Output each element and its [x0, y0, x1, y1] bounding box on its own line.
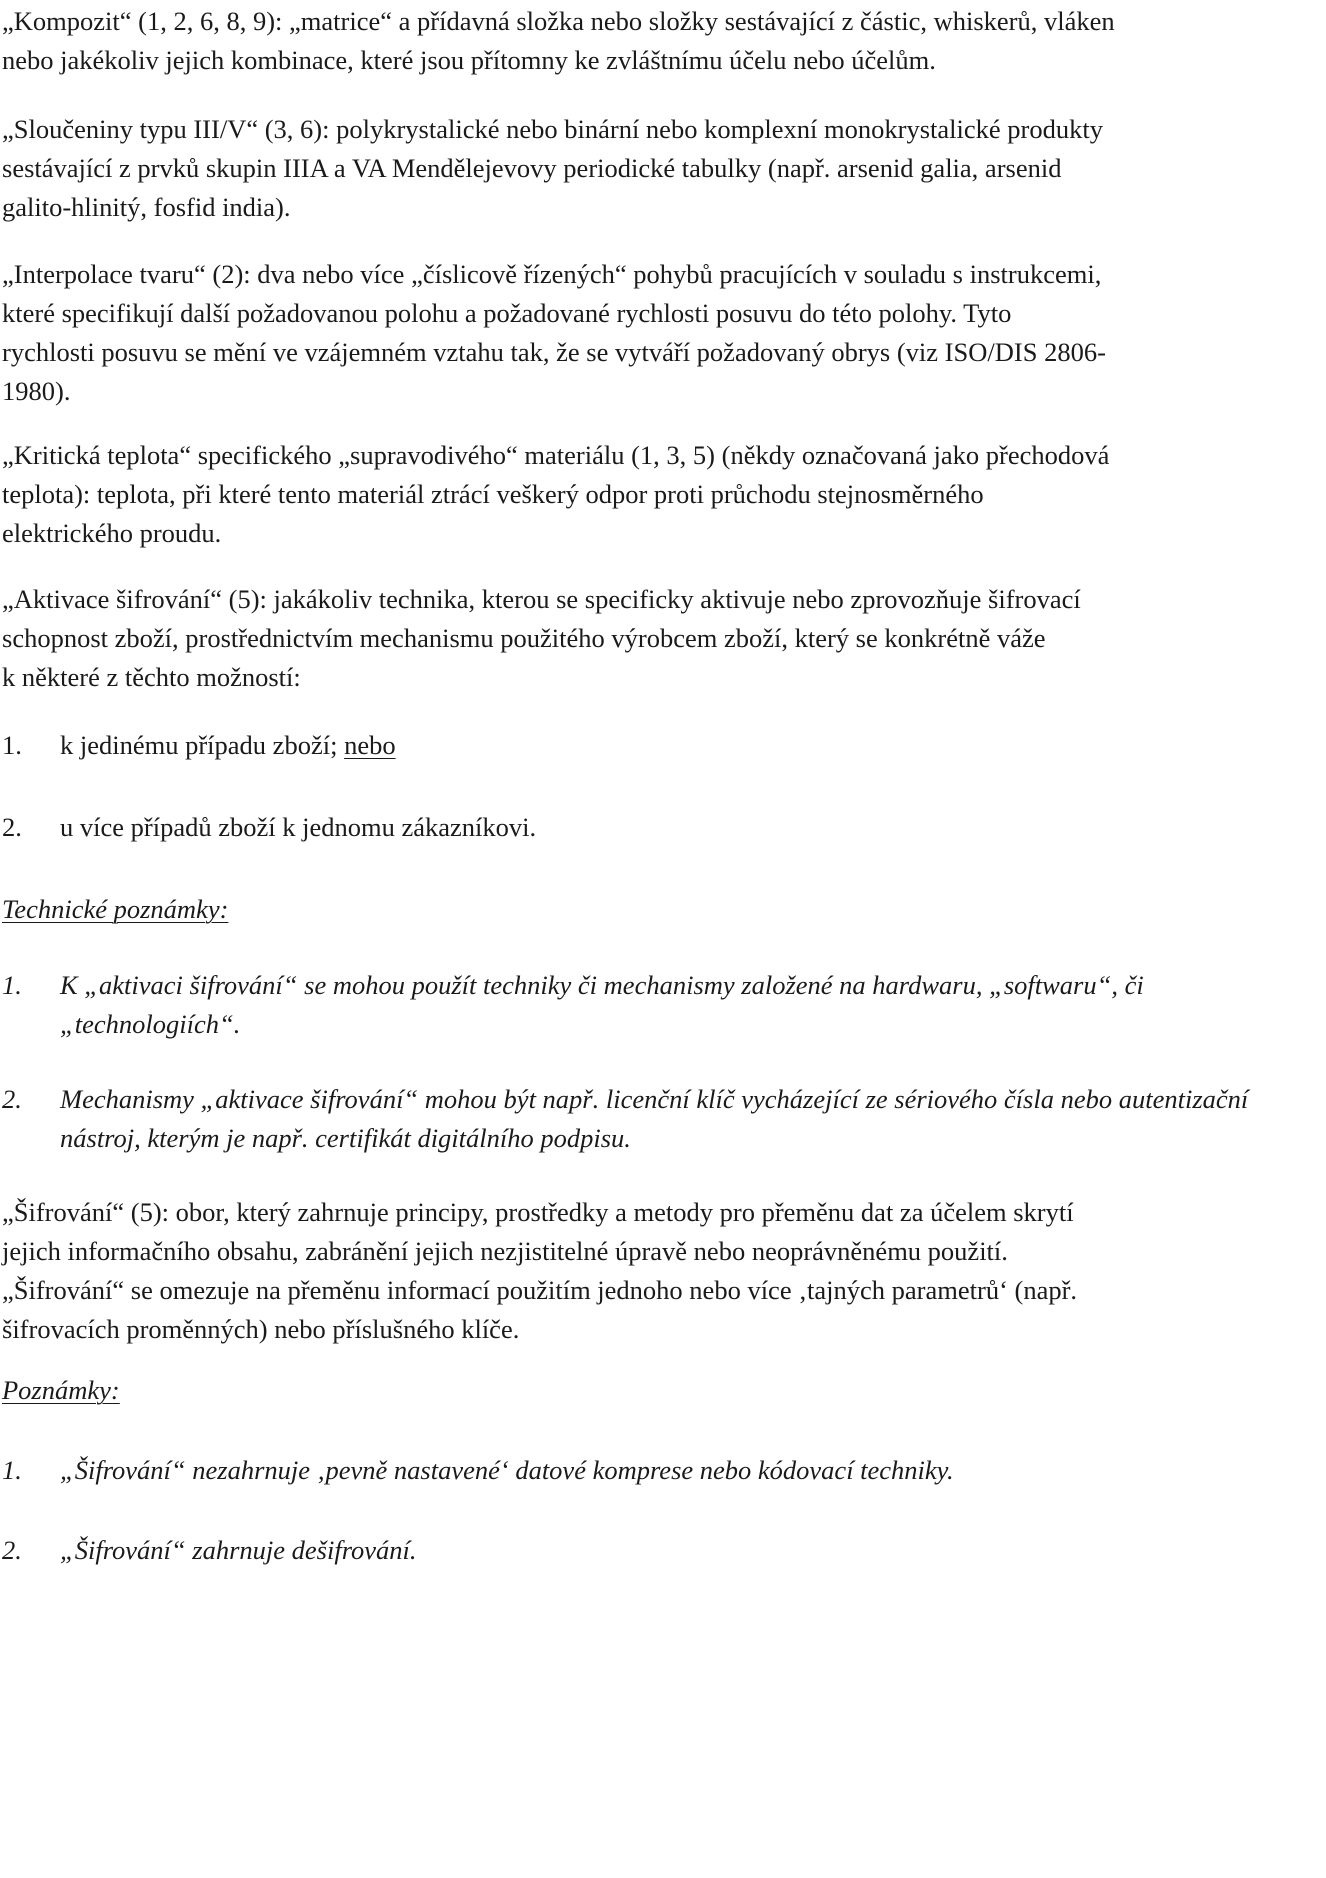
text-line: „Šifrování“ se omezuje na přeměnu informací použitím jednoho nebo více ‚tajných parametrů‘ (např.: [2, 1275, 1078, 1305]
list-text: k jedinému případu zboží;: [60, 730, 345, 760]
text-line: elektrického proudu.: [2, 518, 222, 548]
definition-kompozit: [2, 2, 1322, 80]
text-line: rychlosti posuvu se mění ve vzájemném vztahu tak, že se vytváří požadovaný obrys (viz ISO/DIS 2806-: [2, 337, 1106, 367]
heading-poznamky: Poznámky:: [2, 1375, 120, 1405]
note-line: [2, 1005, 1322, 1044]
text-line: 1980).: [2, 376, 71, 406]
text-line: „Sloučeniny typu III/V“ (3, 6): polykrystalické nebo binární nebo komplexní monokrystalické produkty: [2, 114, 1103, 144]
text-line: sestávající z prvků skupin IIIA a VA Mendělejevovy periodické tabulky (např. arsenid galia, arsenid: [2, 153, 1062, 183]
text-line: šifrovacích proměnných) nebo příslušného klíče.: [2, 1314, 520, 1344]
text-line: „Interpolace tvaru“ (2): dva nebo více „číslicově řízených“ pohybů pracujících v souladu s instrukcemi,: [2, 259, 1102, 289]
text-line: které specifikují další požadovanou polohu a požadované rychlosti posuvu do této polohy. Tyto: [2, 298, 1012, 328]
note-text: K „aktivaci šifrování“ se mohou použít techniky či mechanismy založené na hardwaru, „softwaru“, či: [60, 970, 1144, 1000]
note-number: 1.: [2, 970, 22, 1000]
definition-interpolace-tvaru: [2, 255, 1322, 411]
note-line: [2, 966, 1322, 1005]
definition-sifrovani: [2, 1193, 1322, 1349]
list-item: [2, 808, 1322, 847]
text-line: teplota): teplota, při které tento materiál ztrácí veškerý odpor proti průchodu stejnosměrného: [2, 479, 984, 509]
section-heading: [2, 890, 1322, 929]
list-text: u více případů zboží k jednomu zákazníkovi.: [60, 812, 537, 842]
note-text: „Šifrování“ nezahrnuje ‚pevně nastavené‘ datové komprese nebo kódovací techniky.: [60, 1455, 954, 1485]
text-line: „Aktivace šifrování“ (5): jakákoliv technika, kterou se specificky aktivuje nebo zprovozňuje šifrovací: [2, 584, 1081, 614]
definition-kriticka-teplota: [2, 436, 1322, 553]
note-text: „technologiích“.: [60, 1009, 241, 1039]
list-number: 1.: [2, 730, 22, 760]
note-line: [2, 1080, 1322, 1119]
note-number: 2.: [2, 1084, 22, 1114]
text-line: k některé z těchto možností:: [2, 662, 301, 692]
list-item: [2, 726, 1322, 765]
note-item: [2, 1451, 1322, 1490]
text-line: nebo jakékoliv jejich kombinace, které jsou přítomny ke zvláštnímu účelu nebo účelům.: [2, 45, 936, 75]
note-number: 2.: [2, 1535, 22, 1565]
text-line: jejich informačního obsahu, zabránění jejich nezjistitelné úpravě nebo neoprávněnému použití.: [2, 1236, 1008, 1266]
note-text: nástroj, kterým je např. certifikát digitálního podpisu.: [60, 1123, 631, 1153]
section-heading: [2, 1371, 1322, 1410]
note-item: [2, 966, 1322, 1044]
note-item: [2, 1080, 1322, 1158]
note-line: [2, 1119, 1322, 1158]
text-line: galito-hlinitý, fosfid india).: [2, 192, 291, 222]
heading-technicke-poznamky: Technické poznámky:: [2, 894, 229, 924]
note-number: 1.: [2, 1455, 22, 1485]
list-number: 2.: [2, 812, 22, 842]
text-line: „Kompozit“ (1, 2, 6, 8, 9): „matrice“ a přídavná složka nebo složky sestávající z částic, whiskerů, vláken: [2, 6, 1115, 36]
text-line: „Kritická teplota“ specifického „supravodivého“ materiálu (1, 3, 5) (někdy označovaná jako přechodová: [2, 440, 1110, 470]
text-line: schopnost zboží, prostřednictvím mechanismu použitého výrobcem zboží, který se konkrétně váže: [2, 623, 1046, 653]
note-item: [2, 1531, 1322, 1570]
note-text: „Šifrování“ zahrnuje dešifrování.: [60, 1535, 417, 1565]
note-text: Mechanismy „aktivace šifrování“ mohou být např. licenční klíč vycházející ze sériového čísla nebo autentizační: [60, 1084, 1249, 1114]
text-line: „Šifrování“ (5): obor, který zahrnuje principy, prostředky a metody pro přeměnu dat za účelem skrytí: [2, 1197, 1074, 1227]
definition-aktivace-sifrovani: [2, 580, 1322, 697]
list-text-underlined: nebo: [344, 730, 396, 760]
definition-slouceniny-iii-v: [2, 110, 1322, 227]
